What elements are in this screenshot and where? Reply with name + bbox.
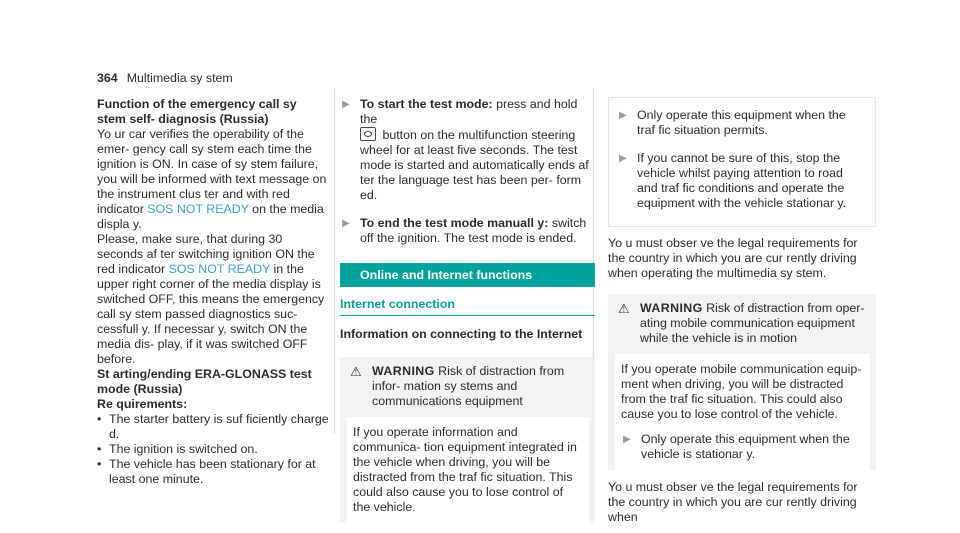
warning-title	[640, 301, 868, 346]
step-item	[617, 108, 867, 138]
list-item-text: The vehicle has been stationary for at least one minute.	[109, 457, 316, 486]
sos-not-ready-indicator-text: SOS NOT READY	[168, 262, 271, 276]
list-item	[97, 442, 329, 457]
voice-control-button-icon	[360, 127, 376, 141]
column-divider-1	[334, 90, 335, 434]
step-text: Only operate this equipment when the vehicle is stationar y.	[641, 432, 850, 461]
step-arrow-icon: ▶	[619, 110, 627, 121]
text: Risk of distraction from infor‐ mation sy stems and communications equipment	[372, 364, 565, 408]
paragraph-legal-requirements-2: Yo u must obser ve the legal requirements for the country in which you are cur rently driving when	[608, 480, 858, 524]
text: Yo ur car verifies the operability of the emer‐ gency call sy stem each time the ignition is ON. In case of sy stem failure, you will be informed with text message on the instrument clus ter and with red indicator	[97, 127, 327, 216]
step-text	[360, 216, 595, 246]
text: Please, make sure, that during 30 seconds af ter switching ignition ON the red indicator	[97, 232, 315, 276]
list-item	[97, 457, 329, 487]
bullet-icon: •	[97, 457, 102, 471]
text: button on the multifunction steering wheel for at least five seconds. The test mode is started and automatically ends af ter the language test has been per‐ form ed.	[360, 128, 589, 202]
text: switch off the ignition. The test mode is ended.	[360, 216, 587, 245]
warning-triangle-icon: ⚠	[618, 301, 630, 316]
warning-word: WARNING	[640, 301, 703, 315]
step-arrow-icon: ▶	[342, 99, 350, 110]
step-item	[617, 151, 867, 211]
page-number: 364	[97, 71, 118, 85]
subsection-title: Internet connection	[340, 297, 595, 316]
warning-body	[614, 354, 870, 470]
step-item	[621, 432, 862, 462]
step-arrow-icon: ▶	[623, 434, 631, 445]
section-title: Online and Internet functions	[360, 267, 533, 282]
info-heading: Information on connecting to the Internet	[340, 327, 583, 341]
step-end-test-mode	[340, 216, 595, 246]
sos-not-ready-indicator-text: SOS NOT READY	[147, 202, 249, 216]
warning-box	[608, 294, 876, 470]
step-start-test-mode	[340, 97, 595, 203]
list-item-text: The starter battery is suf ficiently charge d.	[109, 412, 329, 441]
column-3	[608, 97, 876, 525]
warning-triangle-icon: ⚠	[350, 364, 362, 379]
page-header	[97, 71, 233, 86]
text: Risk of distraction from oper‐ ating mobile communication equipment while the vehicle is in motion	[640, 301, 865, 345]
column-1	[97, 97, 329, 487]
step-text: Only operate this equipment when the traf fic situation permits.	[637, 108, 846, 137]
instruction-box	[608, 97, 876, 227]
heading-self-diagnosis: Function of the emergency call sy stem self- diagnosis (Russia)	[97, 97, 297, 126]
list-item	[97, 412, 329, 442]
step-arrow-icon: ▶	[342, 218, 350, 229]
list-item-text: The ignition is switched on.	[109, 442, 258, 456]
step-label: To start the test mode:	[360, 97, 493, 111]
step-arrow-icon: ▶	[619, 153, 627, 164]
paragraph-operability	[97, 127, 329, 232]
warning-word: WARNING	[372, 364, 435, 378]
warning-header	[340, 357, 595, 417]
text: press and hold the	[360, 97, 578, 126]
bullet-icon: •	[97, 442, 102, 456]
paragraph-make-sure	[97, 232, 329, 367]
section-title-bar	[340, 263, 595, 287]
warning-body-text: If you operate mobile communication equip‐ ment when driving, you will be distracted from the traf fic situation. This could also cause you to lose control of the vehicle.	[621, 362, 862, 421]
step-text: If you cannot be sure of this, stop the vehicle whilst paying attention to road and traf fic conditions and operate the equipment with the vehicle stationar y.	[637, 151, 847, 210]
paragraph-legal-requirements: Yo u must obser ve the legal requirements for the country in which you are cur rently driving when operating the multimedia sy stem.	[608, 236, 858, 280]
warning-box	[340, 357, 595, 523]
warning-header	[608, 294, 876, 354]
section-label: Multimedia sy stem	[126, 71, 233, 85]
warning-title	[372, 364, 587, 409]
bullet-icon: •	[97, 412, 102, 426]
requirements-label: Re quirements:	[97, 397, 188, 411]
text: on the media displa y.	[97, 202, 324, 231]
step-text	[360, 97, 595, 203]
column-2	[340, 97, 595, 523]
text: in the upper right corner of the media display is switched OFF, this means the emergency call sy stem passed diagnostics suc‐ cessfull y. If necessar y, switch ON the media dis‐ play, if it was switched OFF before.	[97, 262, 325, 366]
step-label: To end the test mode manuall y:	[360, 216, 549, 230]
heading-test-mode: St arting/ending ERA-GLONASS test mode (Russia)	[97, 367, 312, 396]
warning-body: If you operate information and communica‐ tion equipment integrated in the vehicle when driving, you will be distracted from the traf fic situation. This could also cause you to lose control of the vehicle.	[346, 417, 589, 523]
